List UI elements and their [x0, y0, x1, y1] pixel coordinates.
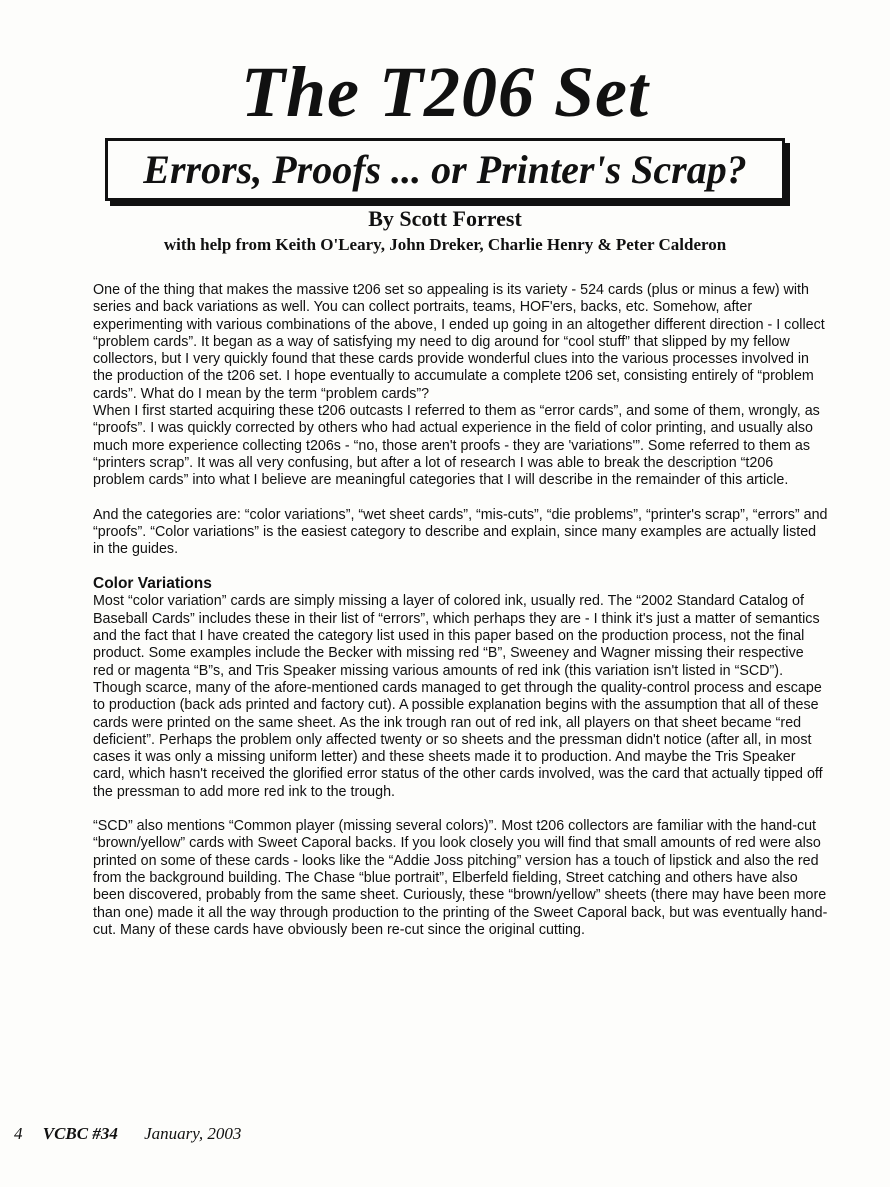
intro-paragraph: One of the thing that makes the massive t206 set so appealing is its variety - 524 cards (plus or minus a few) with series and back variations as well. You can collect portraits, teams, HOF'ers, backs, etc. Somehow, after experimenting with various combinations of the above, I ended up going in an altogether different direction - I collect “problem cards”. It began as a way of satisfying my need to dig around for “cool stuff” that slipped by my fellow collectors, but I very quickly found that these cards provide wonderful clues into the various processes involved in the production of the t206 set. I hope eventually to accumulate a complete t206 set, consisting entirely of “problem cards”. What do I mean by the term “problem cards”?: [93, 282, 825, 402]
scd-paragraph: “SCD” also mentions “Common player (missing several colors)”. Most t206 collectors are familiar with the hand-cut “brown/yellow” cards with Sweet Caporal backs. If you look closely you will find that small amounts of red were also printed on some of these cards - looks like the “Addie Joss pitching” version has a touch of lipstick and also the red from the background building. The Chase “blue portrait”, Elberfeld fielding, Street catching and others have also been discovered, probably from the same sheet. Curiously, these “brown/yellow” sheets (there may have been more than one) made it all the way through production to the printing of the Sweet Caporal back, but was eventually hand-cut. Many of these cards have obviously been re-cut since the original cutting.: [93, 818, 828, 938]
subtitle-box: [105, 138, 785, 201]
page-footer: [14, 1124, 241, 1144]
article-body: [93, 282, 828, 939]
publication-date: January, 2003: [144, 1124, 242, 1143]
categories-paragraph: And the categories are: “color variations”, “wet sheet cards”, “mis-cuts”, “die problems”, “printer's scrap”, “errors” and “proofs”. “Color variations” is the easiest category to describe and explain, since many examples are actually listed in the guides.: [93, 506, 828, 558]
second-paragraph: When I first started acquiring these t206 outcasts I referred to them as “error cards”, and some of them, wrongly, as “proofs”. I was quickly corrected by others who had actual experience in the field of color printing, and usually also much more experience collecting t206s - “no, those aren't proofs - they are 'variations'”. Some referred to them as “printers scrap”. It was all very confusing, but after a lot of research I was able to break the description “t206 problem cards” into what I believe are meaningful categories that I will describe in the remainder of this article.: [93, 403, 820, 489]
credits-line: with help from Keith O'Leary, John Dreker, Charlie Henry & Peter Calderon: [163, 235, 727, 254]
article-title: The T206 Set: [241, 52, 649, 132]
article-subtitle: Errors, Proofs ... or Printer's Scrap?: [143, 147, 747, 192]
color-variations-paragraph: Most “color variation” cards are simply missing a layer of colored ink, usually red. The “2002 Standard Catalog of Baseball Cards” includes these in their list of “errors”, which perhaps they are - I think it's just a matter of semantics and the fact that I have created the category list used in this paper based on the production process, not the final product. Some examples include the Becker with missing red “B”, Sweeney and Wagner missing their respective red or magenta “B”s, and Tris Speaker missing various amounts of red ink (this variation isn't listed in “SCD”). Though scarce, many of the afore-mentioned cards managed to get through the quality-control process and escape to production (back ads printed and factory cut). A possible explanation begins with the assumption that all of these cards were printed on the same sheet. As the ink trough ran out of red ink, all players on that sheet became “red deficient”. Perhaps the problem only affected twenty or so sheets and the pressman didn't notice (after all, in most cases it was only a missing uniform letter) and these sheets made it to production. And maybe the Tris Speaker card, which hasn't received the glorified error status of the other cards involved, was the card that actually tipped off the pressman to add more red ink to the trough.: [93, 593, 823, 800]
section-heading-color-variations: Color Variations: [93, 575, 212, 593]
publication-issue: VCBC #34: [42, 1124, 118, 1143]
byline: By Scott Forrest: [368, 206, 522, 231]
page-number: 4: [14, 1124, 23, 1143]
